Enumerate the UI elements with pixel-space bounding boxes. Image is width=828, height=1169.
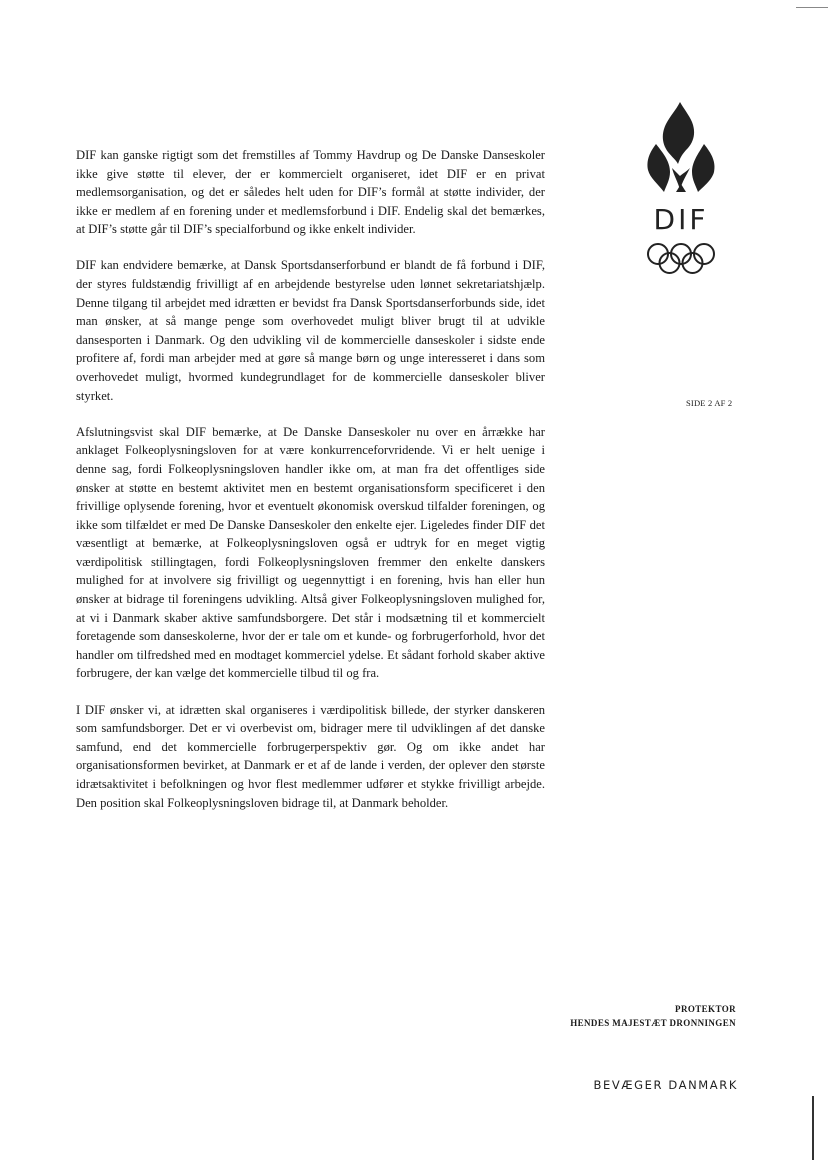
slogan: BEVÆGER DANMARK — [593, 1078, 738, 1092]
paragraph-sportsdance-federation: DIF kan endvidere bemærke, at Dansk Sportsdanserforbund er blandt de få forbund i DIF, der styres fuldstændig frivilligt af en arbejdende bestyrelse uden lønnet sekretariatshjælp. Denne tilgang til arbejdet med idrætten er bevidst fra Dansk Sportsdanserforbunds side, idet man ønsker, at så mange penge som overhovedet muligt bliver brugt til at udvikle dansesporten i Danmark. Og den udvikling vil de kommercielle danseskoler i sidste ende profitere af, fordi man arbejder med at gøre så mange børn og unge interesseret i dans som overhovedet muligt, hvormed kundegrundlaget for de kommercielle danseskoler bliver styrket. — [76, 258, 545, 403]
paragraph-conclusion: Afslutningsvist skal DIF bemærke, at De Danske Danseskoler nu over en årrække har anklaget Folkeoplysningsloven for at være konkurrenceforvridende. Vi er helt uenige i denne sag, fordi Folkeoplysningsloven handler ikke om, at man fra det offentliges side ønsker at støtte en bestemt aktivitet men en bestemt organisationsform specificeret i den frivillige oplysende forening, hvor et eventuelt økonomisk overskud tilfalder foreningen, og ikke som tilfældet er med De Danske Danseskoler den enkelte ejer. Ligeledes finder DIF det væsentligt at bemærke, at Folkeoplysningsloven også er udtryk for en meget vigtig værdipolitisk stillingtagen, fordi Folkeoplysningsloven fremmer den enkelte danskers mulighed for at involvere sig frivilligt og uegennyttigt i en forening, hvis han eller hun ønsker at bidrage til foreningens udvikling. Altså giver Folkeoplysningsloven mulighed for, at vi i Danmark skaber aktive samfundsborgere. Det står i modsætning til et kommercielt foretagende som danseskolerne, hvor der er tale om et kunde- og forbrugerforhold, hvor det handler om tilfredshed med en modtaget kommerciel ydelse. Et sådant forhold skaber aktive forbrugere, der kan vælge det kommercielle tilbud til og fra. — [76, 424, 545, 681]
page-number: SIDE 2 AF 2 — [686, 398, 733, 408]
paragraph-values: I DIF ønsker vi, at idrætten skal organiseres i værdipolitisk billede, der styrker danskeren som samfundsborger. Det er vi overbevist om, bidrager mere til udviklingen af det danske samfund, end det kommercielle forbrugerperspektiv gør. Og om ikke andet har organisationsformen bevirket, at Danmark er et af de lande i verden, der oplever den største idrætsaktivitet i befolkningen og hvor flest medlemmer udfører et stykke frivilligt arbejde. Den position skal Folkeoplysningsloven bidrage til, at Danmark beholder. — [76, 702, 545, 810]
protector-name: HENDES MAJESTÆT DRONNINGEN — [570, 1018, 736, 1028]
protector-title: PROTEKTOR — [675, 1004, 736, 1014]
protector-block — [570, 1002, 736, 1030]
dif-logo — [636, 96, 726, 282]
paragraph-support: DIF kan ganske rigtigt som det fremstilles af Tommy Havdrup og De Danske Danseskoler ikke give støtte til elever, der er kommercielt organiseret, idet DIF er en privat medlemsorganisation, og det er således helt uden for DIF’s formål at støtte individer, der ikke er medlem af en forening under et medlemsforbund i DIF. Endelig skal det bemærkes, at DIF’s støtte går til DIF’s specialforbund og ikke enkelt individer. — [76, 148, 545, 237]
logo-text: DIF — [653, 203, 709, 236]
scan-edge-line — [812, 1096, 814, 1160]
scan-edge-mark — [796, 7, 828, 8]
dif-flame-logo-icon — [636, 96, 726, 282]
letter-body — [76, 146, 545, 830]
